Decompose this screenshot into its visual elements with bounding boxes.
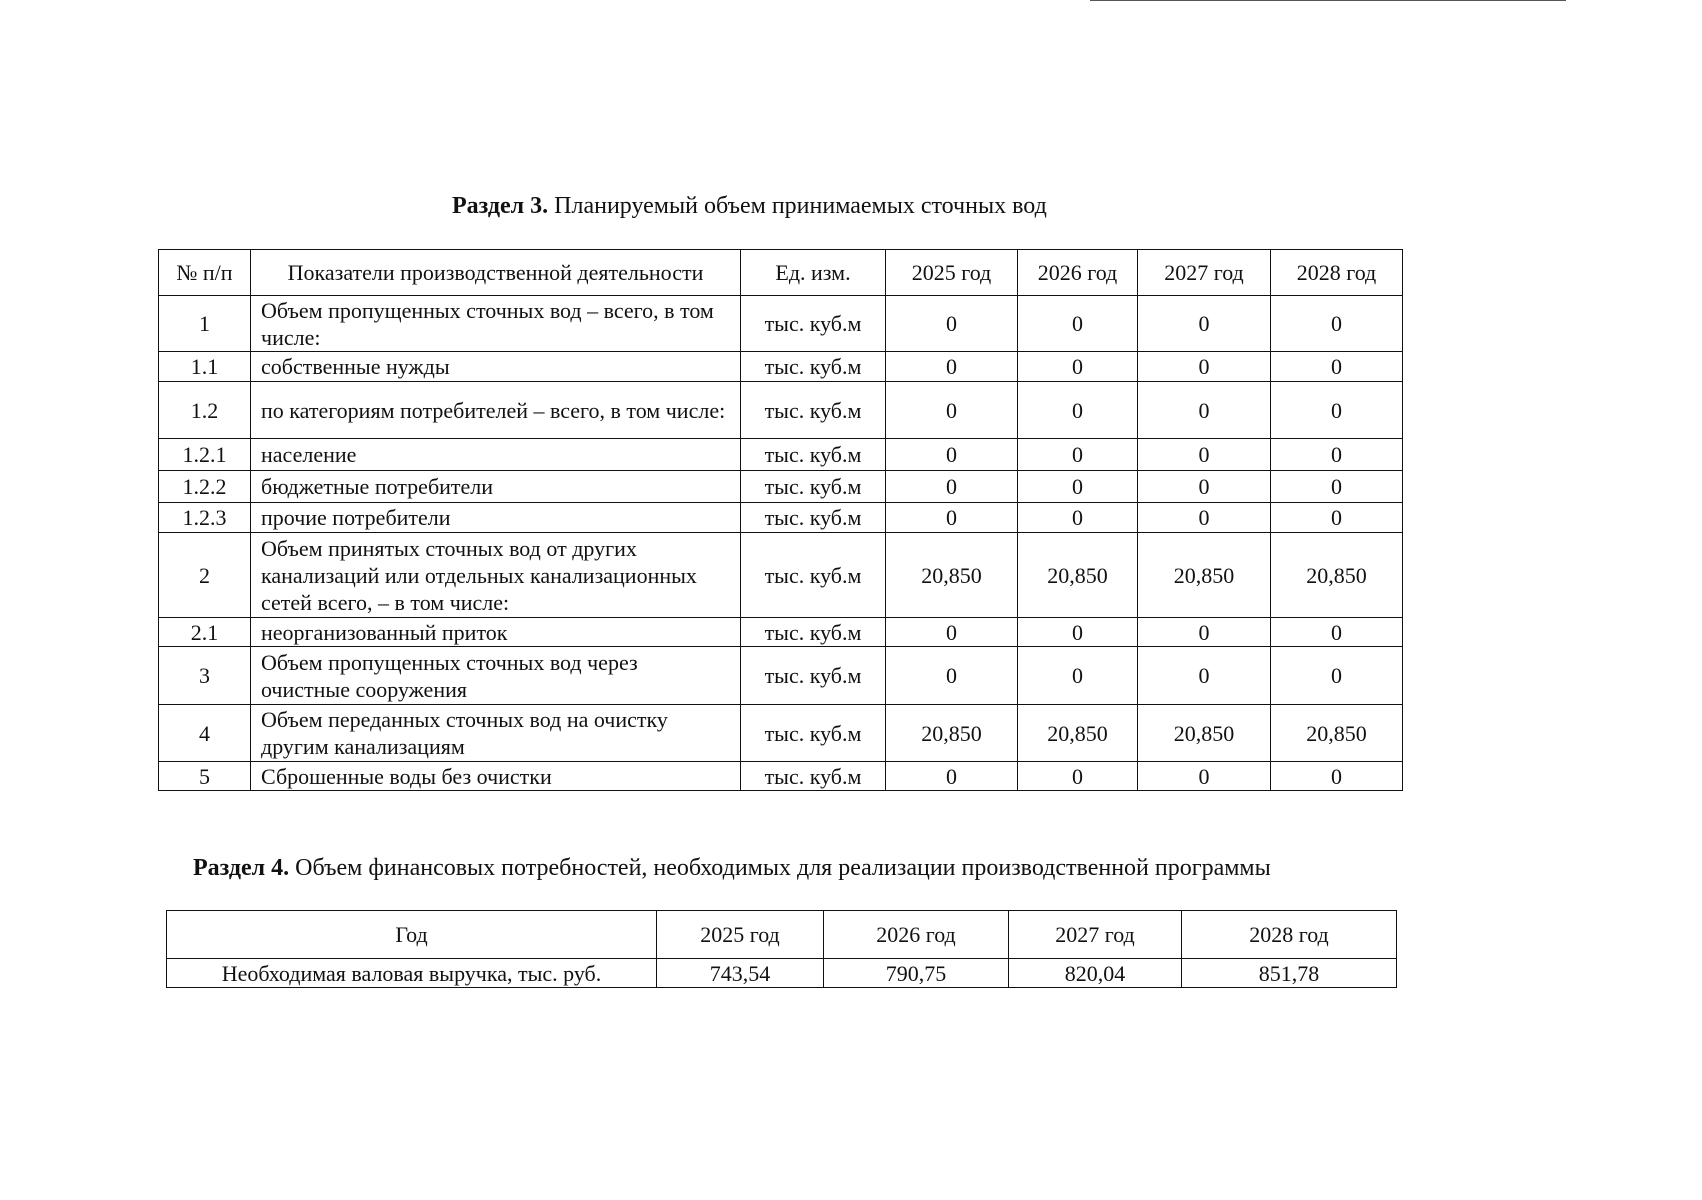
section-4-title-text: Объем финансовых потребностей, необходимых для реализации производственной программы [289, 855, 1271, 881]
table-row [159, 618, 1403, 647]
row-value-2026: 0 [1018, 647, 1138, 705]
row-num: 4 [159, 705, 251, 762]
row-unit: тыс. куб.м [741, 471, 886, 503]
row-value-2028: 851,78 [1182, 959, 1397, 988]
row-value-2027: 0 [1138, 439, 1271, 471]
row-name: по категориям потребителей – всего, в том числе: [251, 382, 741, 439]
row-value-2027: 0 [1138, 503, 1271, 533]
section-3-title [452, 192, 1047, 220]
row-value-2026: 790,75 [824, 959, 1009, 988]
row-value-2026: 0 [1018, 439, 1138, 471]
row-name: Объем переданных сточных вод на очистку другим канализациям [251, 705, 741, 762]
row-name: неорганизованный приток [251, 618, 741, 647]
row-unit: тыс. куб.м [741, 762, 886, 791]
row-num: 2.1 [159, 618, 251, 647]
row-value-2026: 0 [1018, 352, 1138, 382]
table-row [159, 647, 1403, 705]
row-num: 3 [159, 647, 251, 705]
header-num: № п/п [159, 250, 251, 296]
row-value-2028: 0 [1271, 471, 1403, 503]
row-value-2027: 0 [1138, 762, 1271, 791]
table-row [159, 705, 1403, 762]
row-value-2025: 20,850 [886, 705, 1018, 762]
row-value-2027: 0 [1138, 296, 1271, 352]
row-num: 2 [159, 533, 251, 618]
table-row [159, 439, 1403, 471]
header-2025: 2025 год [886, 250, 1018, 296]
scan-edge-line [1090, 0, 1566, 1]
row-value-2028: 0 [1271, 352, 1403, 382]
row-value-2028: 0 [1271, 618, 1403, 647]
row-value-2028: 20,850 [1271, 705, 1403, 762]
row-value-2027: 0 [1138, 352, 1271, 382]
row-value-2025: 0 [886, 503, 1018, 533]
row-value-2025: 0 [886, 439, 1018, 471]
row-value-2025: 0 [886, 647, 1018, 705]
row-value-2025: 20,850 [886, 533, 1018, 618]
row-unit: тыс. куб.м [741, 352, 886, 382]
wastewater-volume-table [158, 249, 1403, 791]
row-value-2026: 0 [1018, 762, 1138, 791]
row-value-2027: 820,04 [1009, 959, 1182, 988]
row-value-2026: 0 [1018, 471, 1138, 503]
row-name: собственные нужды [251, 352, 741, 382]
row-unit: тыс. куб.м [741, 705, 886, 762]
table-row [159, 533, 1403, 618]
row-value-2025: 0 [886, 382, 1018, 439]
section-4-title [193, 854, 1271, 882]
row-label: Необходимая валовая выручка, тыс. руб. [167, 959, 657, 988]
table-row [159, 471, 1403, 503]
row-unit: тыс. куб.м [741, 439, 886, 471]
section-4-title-bold: Раздел 4. [193, 855, 290, 881]
header-2027: 2027 год [1138, 250, 1271, 296]
section-3-title-bold: Раздел 3. [452, 193, 549, 219]
row-value-2027: 0 [1138, 382, 1271, 439]
header-2026: 2026 год [1018, 250, 1138, 296]
row-value-2027: 20,850 [1138, 533, 1271, 618]
row-name: Объем пропущенных сточных вод через очистные сооружения [251, 647, 741, 705]
row-value-2028: 0 [1271, 762, 1403, 791]
row-value-2027: 0 [1138, 618, 1271, 647]
row-unit: тыс. куб.м [741, 533, 886, 618]
header-2027: 2027 год [1009, 911, 1182, 959]
table-row [159, 762, 1403, 791]
row-num: 5 [159, 762, 251, 791]
table-row [159, 352, 1403, 382]
row-value-2025: 0 [886, 352, 1018, 382]
header-2025: 2025 год [657, 911, 824, 959]
row-name: бюджетные потребители [251, 471, 741, 503]
header-unit: Ед. изм. [741, 250, 886, 296]
row-value-2025: 0 [886, 296, 1018, 352]
row-num: 1.2.3 [159, 503, 251, 533]
row-name: Сброшенные воды без очистки [251, 762, 741, 791]
row-unit: тыс. куб.м [741, 647, 886, 705]
header-2026: 2026 год [824, 911, 1009, 959]
row-unit: тыс. куб.м [741, 382, 886, 439]
row-value-2025: 0 [886, 762, 1018, 791]
financial-needs-table [166, 910, 1397, 988]
row-unit: тыс. куб.м [741, 503, 886, 533]
row-num: 1.2 [159, 382, 251, 439]
row-value-2028: 0 [1271, 503, 1403, 533]
row-num: 1.2.1 [159, 439, 251, 471]
row-name: Объем принятых сточных вод от других канализаций или отдельных канализационных сетей всего, – в том числе: [251, 533, 741, 618]
row-num: 1.1 [159, 352, 251, 382]
table-row [159, 503, 1403, 533]
row-value-2028: 0 [1271, 382, 1403, 439]
row-value-2026: 0 [1018, 503, 1138, 533]
row-value-2028: 0 [1271, 296, 1403, 352]
table-row [159, 382, 1403, 439]
row-num: 1.2.2 [159, 471, 251, 503]
row-value-2028: 0 [1271, 647, 1403, 705]
row-value-2025: 0 [886, 618, 1018, 647]
table-header-row [159, 250, 1403, 296]
header-2028: 2028 год [1271, 250, 1403, 296]
row-value-2026: 0 [1018, 296, 1138, 352]
header-2028: 2028 год [1182, 911, 1397, 959]
row-name: Объем пропущенных сточных вод – всего, в том числе: [251, 296, 741, 352]
row-value-2027: 20,850 [1138, 705, 1271, 762]
row-value-2026: 20,850 [1018, 533, 1138, 618]
row-value-2025: 743,54 [657, 959, 824, 988]
row-value-2026: 0 [1018, 382, 1138, 439]
row-name: прочие потребители [251, 503, 741, 533]
table-header-row [167, 911, 1397, 959]
row-name: население [251, 439, 741, 471]
header-indicator: Показатели производственной деятельности [251, 250, 741, 296]
row-num: 1 [159, 296, 251, 352]
section-3-title-text: Планируемый объем принимаемых сточных вод [548, 193, 1047, 219]
row-unit: тыс. куб.м [741, 618, 886, 647]
row-value-2026: 20,850 [1018, 705, 1138, 762]
row-value-2027: 0 [1138, 647, 1271, 705]
row-value-2026: 0 [1018, 618, 1138, 647]
row-value-2028: 20,850 [1271, 533, 1403, 618]
table-row [159, 296, 1403, 352]
row-unit: тыс. куб.м [741, 296, 886, 352]
table-row [167, 959, 1397, 988]
row-value-2027: 0 [1138, 471, 1271, 503]
header-year: Год [167, 911, 657, 959]
row-value-2025: 0 [886, 471, 1018, 503]
row-value-2028: 0 [1271, 439, 1403, 471]
